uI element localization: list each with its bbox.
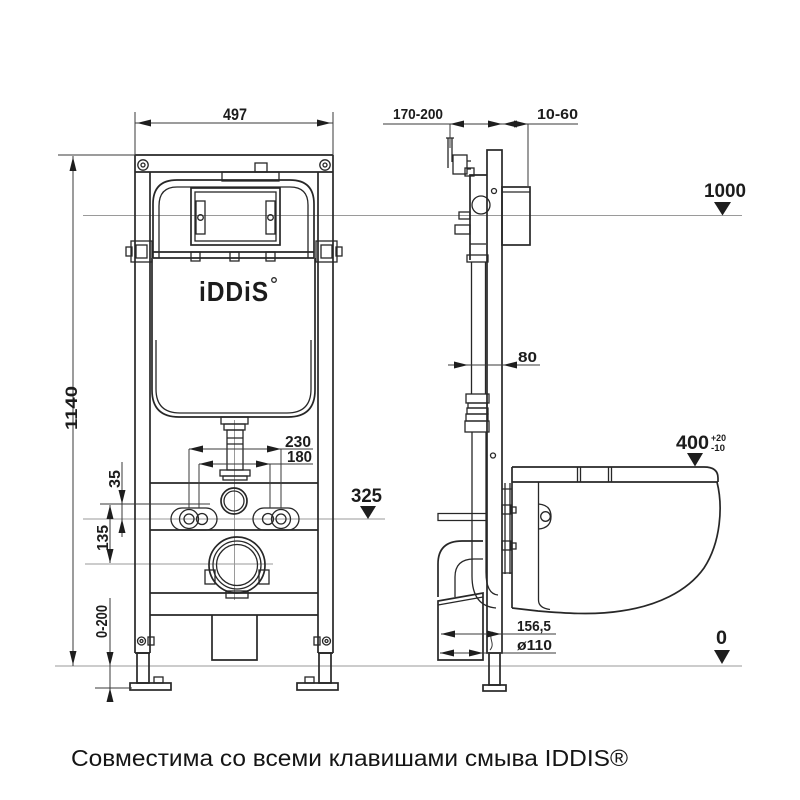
level-325-marker bbox=[351, 486, 382, 519]
arrow-right-icon bbox=[267, 446, 281, 453]
arrow-left-icon bbox=[441, 631, 455, 638]
flush-pipe-side bbox=[465, 262, 498, 608]
dim-label-230: 230 bbox=[285, 434, 312, 451]
drain-outlet bbox=[205, 537, 269, 598]
cistern-tank bbox=[152, 258, 315, 417]
arrow-left-icon bbox=[450, 121, 464, 128]
frame-screw-icon bbox=[138, 160, 148, 170]
lower-crossbar bbox=[150, 593, 318, 660]
arrow-right-icon bbox=[487, 631, 501, 638]
waste-elbow bbox=[438, 541, 493, 660]
adjustable-feet bbox=[130, 653, 338, 690]
dim-label-156-5: 156,5 bbox=[517, 618, 551, 635]
level-triangle-icon bbox=[714, 202, 731, 216]
support-ledge bbox=[438, 514, 487, 521]
dim-label-35: 35 bbox=[107, 470, 124, 488]
datum-lines bbox=[55, 216, 742, 667]
level-label-1000: 1000 bbox=[704, 181, 746, 202]
level-400-marker bbox=[676, 433, 726, 467]
frame-bolt-icon bbox=[323, 637, 331, 645]
arrow-up-icon bbox=[119, 519, 126, 533]
arrow-up-icon bbox=[70, 157, 77, 171]
dim-label-1140: 1140 bbox=[62, 393, 81, 430]
compatibility-caption: Совместима со всеми клавишами смыва IDDIS® bbox=[71, 745, 629, 771]
arrow-right-icon bbox=[256, 461, 270, 468]
dim-foot-range bbox=[94, 598, 132, 702]
dim-label-497: 497 bbox=[223, 105, 247, 124]
level-label-325: 325 bbox=[351, 486, 383, 507]
arrow-down-icon bbox=[119, 490, 126, 504]
brand-logo: iDDiS bbox=[199, 276, 269, 307]
arrow-up-icon bbox=[107, 688, 114, 702]
dim-label-10-60: 10-60 bbox=[537, 106, 578, 123]
dim-label-135: 135 bbox=[95, 524, 112, 551]
registered-mark-icon bbox=[272, 278, 277, 283]
arrow-down-icon bbox=[70, 651, 77, 665]
dim-offset-135 bbox=[95, 505, 114, 563]
tolerance-minus: -10 bbox=[711, 443, 725, 454]
toilet-bowl bbox=[502, 467, 720, 614]
dim-label-0-200: 0-200 bbox=[94, 597, 111, 638]
level-0-marker bbox=[714, 628, 730, 664]
dim-hole-spacing bbox=[189, 434, 313, 508]
level-1000-marker bbox=[704, 181, 746, 216]
frame-bolt-icon bbox=[138, 637, 146, 645]
dim-label-80: 80 bbox=[518, 349, 537, 366]
dim-pipe-80 bbox=[448, 349, 540, 369]
arrow-right-icon bbox=[469, 650, 483, 657]
frame-screw-icon bbox=[320, 160, 330, 170]
level-label-400: 400 bbox=[676, 433, 709, 454]
level-triangle-icon bbox=[360, 506, 376, 519]
level-label-0: 0 bbox=[716, 628, 727, 649]
dim-height-1140 bbox=[58, 155, 136, 666]
dim-label-dia110: ø110 bbox=[517, 637, 552, 654]
flush-plate-module bbox=[153, 163, 314, 261]
level-triangle-icon bbox=[714, 650, 730, 664]
dim-drain-offset bbox=[441, 618, 556, 638]
arrow-up-icon bbox=[107, 505, 114, 519]
arrow-left-icon bbox=[503, 362, 517, 369]
arrow-down-icon bbox=[107, 652, 114, 666]
arrow-left-icon bbox=[440, 650, 454, 657]
side-view bbox=[438, 138, 720, 691]
dim-offset-35 bbox=[100, 462, 210, 537]
arrow-left-icon bbox=[137, 120, 151, 127]
arrow-left-icon bbox=[189, 446, 203, 453]
dim-depth-ranges bbox=[383, 106, 578, 186]
arrow-right-icon bbox=[514, 121, 528, 128]
tolerance-plus: +20 bbox=[711, 433, 726, 444]
dim-width-497 bbox=[135, 105, 333, 155]
level-triangle-icon bbox=[687, 453, 703, 467]
arrow-right-icon bbox=[488, 121, 502, 128]
arrow-left-icon bbox=[199, 461, 213, 468]
arrow-right-icon bbox=[317, 120, 331, 127]
dim-label-180: 180 bbox=[287, 449, 313, 466]
arrow-right-icon bbox=[454, 362, 468, 369]
dim-label-170-200: 170-200 bbox=[393, 106, 443, 123]
